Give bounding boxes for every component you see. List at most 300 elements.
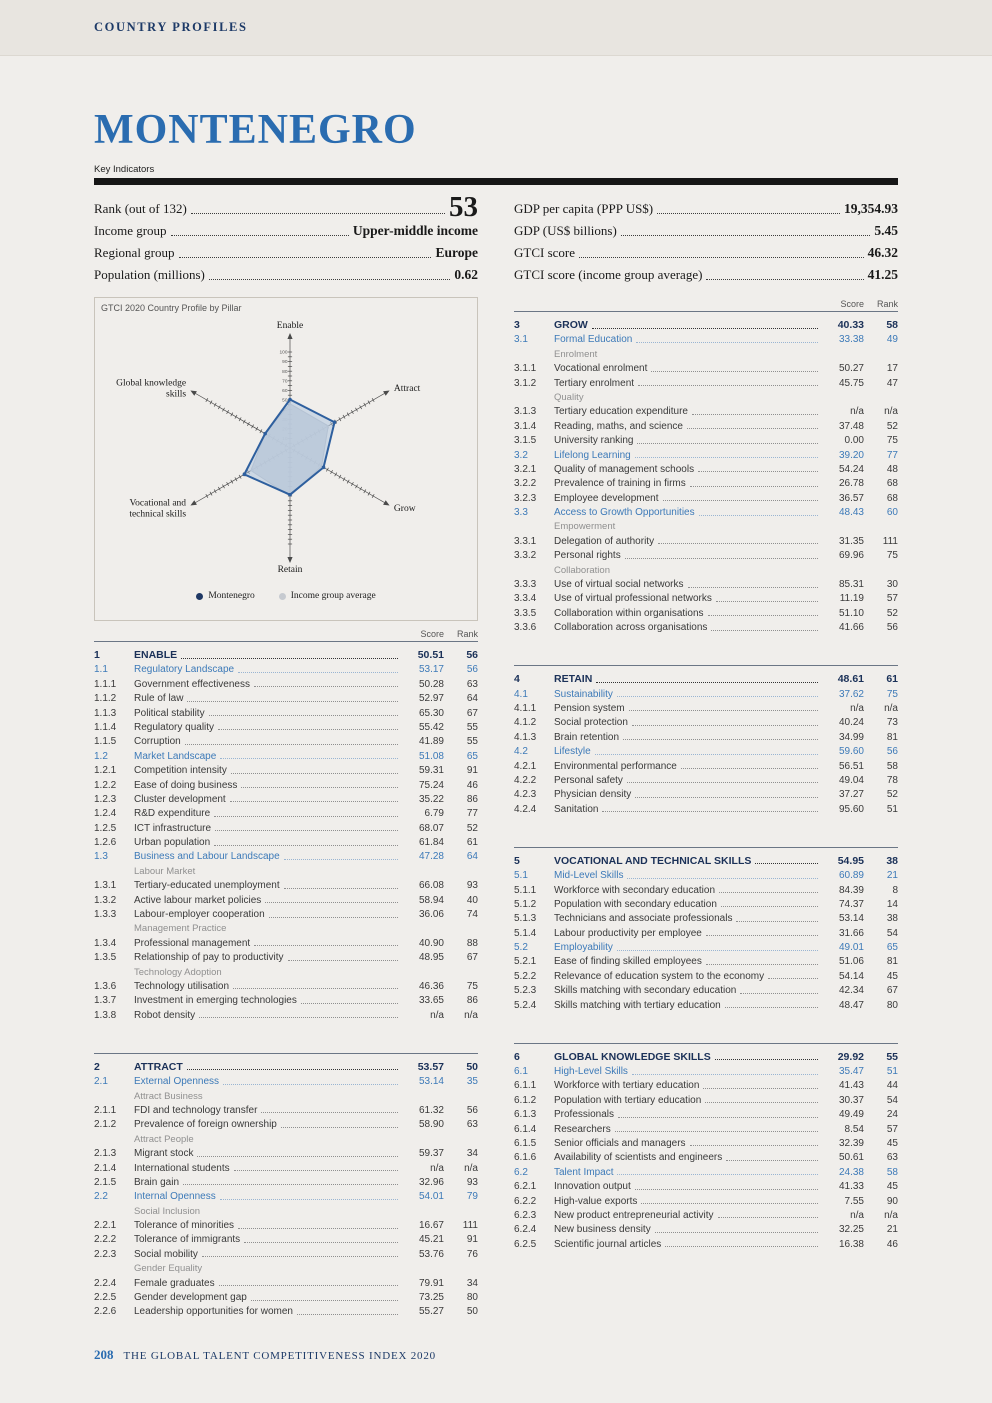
key-indicator-label: GTCI score: [514, 245, 576, 260]
dot-leader: [636, 342, 818, 343]
row-score: 55.27: [418, 1306, 444, 1318]
row-number: 1.3: [94, 851, 108, 863]
row-label: Technology utilisation: [134, 980, 230, 992]
row-number: 5.1: [514, 870, 528, 882]
pillar-score: 54.95: [837, 854, 864, 867]
row-rank: 65: [886, 942, 898, 954]
dot-leader: [214, 845, 398, 846]
row-number: 5.2: [514, 942, 528, 954]
row-rank: 52: [886, 607, 898, 619]
row-number: 1.2.6: [94, 837, 117, 849]
row-number: 3.1: [514, 334, 528, 346]
indicator-row: [94, 992, 478, 1006]
pillar-number: 3: [514, 319, 520, 331]
row-score: 50.61: [838, 1152, 864, 1164]
row-label: Gender development gap: [134, 1292, 247, 1304]
row-label: Population with secondary education: [554, 898, 717, 910]
key-indicator-row: [94, 239, 478, 261]
row-score: 33.65: [418, 995, 444, 1007]
row-score: 33.38: [838, 334, 864, 346]
row-rank: 56: [886, 622, 898, 634]
key-indicator-row: [514, 217, 898, 239]
row-label: Regulatory quality: [134, 721, 215, 733]
row-label: External Openness: [134, 1076, 220, 1088]
indicator-row: [94, 906, 478, 920]
row-label: Sustainability: [554, 688, 613, 700]
indicator-row: [94, 776, 478, 790]
row-number: 1.2.5: [94, 822, 117, 834]
dot-leader: [596, 682, 818, 683]
row-score: 48.95: [418, 952, 444, 964]
row-rank: 79: [466, 1191, 478, 1203]
page-title: MONTENEGRO: [94, 107, 417, 153]
row-score: 7.55: [844, 1195, 864, 1207]
row-score: 47.28: [418, 851, 444, 863]
row-label: Researchers: [554, 1123, 611, 1135]
row-label: Business and Labour Landscape: [134, 851, 280, 863]
row-rank: 73: [886, 717, 898, 729]
row-score: 54.24: [838, 463, 864, 475]
row-label: Prevalence of foreign ownership: [134, 1119, 277, 1131]
row-number: 5.1.4: [514, 927, 537, 939]
key-indicator-value: 19,354.93: [844, 201, 898, 216]
pillar-section-5: [514, 847, 898, 1011]
dot-leader: [579, 257, 864, 258]
row-label: Personal safety: [554, 774, 623, 786]
dot-leader: [655, 1232, 818, 1233]
indicator-row: [94, 1217, 478, 1231]
indicator-row: [514, 1120, 898, 1134]
row-label: Brain gain: [134, 1176, 180, 1188]
category-row: [94, 1087, 478, 1101]
row-rank: 91: [466, 765, 478, 777]
row-rank: 81: [886, 956, 898, 968]
row-label: High-Level Skills: [554, 1066, 628, 1078]
row-label: Employability: [554, 942, 613, 954]
row-number: 1.1: [94, 664, 108, 676]
row-score: 66.08: [418, 880, 444, 892]
row-score: 32.25: [838, 1224, 864, 1236]
footer-title: THE GLOBAL TALENT COMPETITIVENESS INDEX 2020: [123, 1350, 436, 1362]
column-header-left: [94, 627, 478, 641]
row-score: 54.01: [418, 1191, 444, 1203]
category-label: Social Inclusion: [134, 1205, 201, 1217]
row-number: 2.2.1: [94, 1220, 117, 1232]
dot-leader: [617, 1174, 818, 1175]
row-label: Ease of finding skilled employees: [554, 956, 702, 968]
pillar-header: [514, 668, 898, 685]
row-number: 4.1.1: [514, 702, 537, 714]
pillar-score: 53.57: [417, 1060, 444, 1073]
row-number: 5.1.3: [514, 913, 537, 925]
row-rank: 34: [466, 1277, 478, 1289]
row-score: 11.19: [839, 593, 864, 605]
dot-leader: [768, 978, 818, 979]
row-score: 48.43: [838, 507, 864, 519]
row-number: 6.2.1: [514, 1181, 537, 1193]
row-rank: 58: [886, 760, 898, 772]
indicator-row: [514, 619, 898, 633]
row-rank: 55: [466, 721, 478, 733]
pillar-section-1: [94, 641, 478, 1021]
row-number: 6.1.1: [514, 1080, 537, 1092]
row-number: 1.2.1: [94, 765, 117, 777]
dot-leader: [202, 1256, 398, 1257]
row-score: 41.89: [418, 736, 444, 748]
row-rank: 67: [886, 985, 898, 997]
category-row: [94, 862, 478, 876]
section-eyebrow: COUNTRY PROFILES: [94, 20, 248, 34]
row-label: Tertiary-educated unemployment: [134, 880, 280, 892]
row-score: 68.07: [418, 822, 444, 834]
rank-column-header: Rank: [876, 299, 898, 309]
row-score: 41.33: [838, 1181, 864, 1193]
row-rank: 67: [466, 707, 478, 719]
pillar-header: [94, 1056, 478, 1073]
indicator-row: [514, 1207, 898, 1221]
key-indicator-row: [94, 217, 478, 239]
row-number: 3.1.1: [514, 363, 537, 375]
dot-leader: [254, 945, 398, 946]
row-label: Labour-employer cooperation: [134, 909, 265, 921]
category-label: Technology Adoption: [134, 966, 222, 978]
pillar-number: 6: [514, 1050, 520, 1063]
row-score: 8.54: [844, 1123, 864, 1135]
pillar-score: 48.61: [837, 673, 864, 686]
row-score: 40.90: [418, 937, 444, 949]
indicator-row: [94, 949, 478, 963]
row-label: Formal Education: [554, 334, 633, 346]
indicator-row: [94, 719, 478, 733]
row-label: Personal rights: [554, 550, 621, 562]
row-score: 69.96: [838, 550, 864, 562]
legend-label: Income group average: [290, 591, 376, 601]
key-indicator-label: Regional group: [94, 245, 175, 260]
subpillar-row: [514, 743, 898, 757]
row-score: 16.67: [418, 1220, 444, 1232]
indicator-row: [514, 800, 898, 814]
row-number: 2.1.1: [94, 1104, 117, 1116]
category-label: Quality: [554, 391, 584, 403]
row-number: 6.1: [514, 1066, 528, 1078]
row-number: 3.3: [514, 507, 528, 519]
row-number: 3.1.5: [514, 435, 537, 447]
row-number: 3.1.2: [514, 377, 537, 389]
dot-leader: [621, 235, 871, 236]
row-score: 37.27: [838, 789, 864, 801]
row-score: 32.96: [418, 1176, 444, 1188]
pillar-name: ATTRACT: [134, 1060, 183, 1073]
svg-text:Retain: Retain: [277, 565, 303, 575]
pillar-name: RETAIN: [554, 673, 593, 686]
row-rank: 77: [886, 449, 898, 461]
pillar-header: [514, 850, 898, 867]
dot-leader: [638, 385, 818, 386]
row-number: 1.2: [94, 750, 108, 762]
key-indicators-right: [514, 195, 898, 283]
pillar-rank: 38: [886, 854, 898, 867]
row-label: Tolerance of immigrants: [134, 1234, 241, 1246]
subpillar-row: [514, 867, 898, 881]
legend-item: [279, 591, 376, 601]
row-rank: 81: [886, 731, 898, 743]
subpillar-row: [514, 446, 898, 460]
row-score: 30.37: [838, 1094, 864, 1106]
dot-leader: [241, 787, 398, 788]
row-label: Corruption: [134, 736, 181, 748]
row-number: 6.2.5: [514, 1238, 537, 1250]
score-column-header: Score: [840, 299, 864, 309]
subpillar-row: [94, 1188, 478, 1202]
row-score: 45.21: [418, 1234, 444, 1246]
key-indicator-value: 41.25: [867, 267, 898, 282]
row-label: Active labour market policies: [134, 894, 262, 906]
pillar-section-2: [94, 1053, 478, 1318]
indicator-row: [514, 728, 898, 742]
row-rank: 75: [886, 550, 898, 562]
row-score: 53.76: [418, 1248, 444, 1260]
row-label: Relevance of education system to the economy: [554, 970, 765, 982]
row-rank: 50: [466, 1306, 478, 1318]
indicator-row: [514, 374, 898, 388]
row-label: Market Landscape: [134, 750, 217, 762]
row-rank: 52: [466, 822, 478, 834]
row-number: 2.1: [94, 1076, 108, 1088]
row-label: Environmental performance: [554, 760, 677, 772]
row-rank: 77: [466, 808, 478, 820]
subpillar-row: [94, 848, 478, 862]
legend-item: [196, 591, 254, 601]
row-rank: 52: [886, 420, 898, 432]
row-score: 53.17: [418, 664, 444, 676]
category-row: [94, 1202, 478, 1216]
pillar-section-6: [514, 1043, 898, 1250]
rank-column-header: Rank: [456, 629, 478, 639]
indicator-row: [94, 762, 478, 776]
dot-leader: [641, 1203, 818, 1204]
row-score: 31.35: [838, 535, 864, 547]
column-header-right: [514, 297, 898, 311]
row-score: 51.06: [838, 956, 864, 968]
indicator-row: [514, 475, 898, 489]
dot-leader: [629, 710, 818, 711]
indicator-row: [514, 461, 898, 475]
category-row: [514, 345, 898, 359]
indicator-row: [514, 1149, 898, 1163]
row-rank: 21: [886, 870, 898, 882]
indicator-row: [94, 1174, 478, 1188]
row-number: 5.2.4: [514, 999, 537, 1011]
row-label: New product entrepreneurial activity: [554, 1209, 714, 1221]
pillar-section-3: [514, 311, 898, 633]
dot-leader: [297, 1314, 398, 1315]
dot-leader: [632, 1074, 818, 1075]
row-score: 84.39: [838, 884, 864, 896]
svg-text:100: 100: [279, 350, 288, 356]
row-number: 6.2.3: [514, 1209, 537, 1221]
row-rank: 21: [886, 1224, 898, 1236]
row-number: 3.3.4: [514, 593, 537, 605]
row-number: 3.1.3: [514, 406, 537, 418]
row-rank: 91: [466, 1234, 478, 1246]
dot-leader: [220, 1199, 398, 1200]
dot-leader: [632, 725, 818, 726]
row-number: 3.1.4: [514, 420, 537, 432]
indicator-row: [94, 1274, 478, 1288]
page-number: 208: [94, 1347, 114, 1362]
row-label: Tertiary enrolment: [554, 377, 635, 389]
pillar-number: 1: [94, 649, 100, 661]
row-rank: 45: [886, 970, 898, 982]
dot-leader: [187, 1069, 398, 1070]
indicator-row: [94, 1116, 478, 1130]
svg-text:60: 60: [282, 389, 288, 394]
row-number: 2.2.3: [94, 1248, 117, 1260]
radar-polygon-montenegro: [244, 400, 334, 495]
row-score: 34.99: [838, 731, 864, 743]
pillar-header: [94, 644, 478, 661]
row-label: ICT infrastructure: [134, 822, 212, 834]
row-number: 3.3.3: [514, 579, 537, 591]
indicator-row: [514, 1106, 898, 1120]
row-label: Use of virtual professional networks: [554, 593, 712, 605]
row-rank: 44: [886, 1080, 898, 1092]
row-score: 41.66: [838, 622, 864, 634]
row-number: 2.2: [94, 1191, 108, 1203]
row-number: 6.1.5: [514, 1137, 537, 1149]
row-rank: n/a: [464, 1162, 478, 1174]
top-band: [0, 0, 992, 56]
row-rank: 63: [886, 1152, 898, 1164]
row-label: Skills matching with tertiary education: [554, 999, 721, 1011]
row-rank: 76: [466, 1248, 478, 1260]
row-number: 4.1.3: [514, 731, 537, 743]
row-rank: 93: [466, 880, 478, 892]
row-rank: 74: [466, 909, 478, 921]
row-label: Political stability: [134, 707, 205, 719]
category-row: [514, 561, 898, 575]
indicator-row: [514, 360, 898, 374]
pillar-name: GLOBAL KNOWLEDGE SKILLS: [554, 1050, 711, 1063]
key-indicator-value: Europe: [435, 245, 478, 260]
indicator-row: [514, 896, 898, 910]
indicator-row: [514, 1077, 898, 1091]
row-label: Quality of management schools: [554, 463, 695, 475]
row-label: R&D expenditure: [134, 808, 211, 820]
dot-leader: [181, 658, 398, 659]
key-indicator-value: 53: [449, 191, 478, 223]
row-label: Scientific journal articles: [554, 1238, 662, 1250]
row-number: 1.2.4: [94, 808, 117, 820]
indicator-row: [94, 1145, 478, 1159]
category-row: [94, 920, 478, 934]
pillar-number: 5: [514, 854, 520, 867]
row-label: Internal Openness: [134, 1191, 216, 1203]
row-label: Rule of law: [134, 693, 184, 705]
row-rank: 35: [466, 1076, 478, 1088]
indicator-row: [514, 924, 898, 938]
row-score: 24.38: [838, 1166, 864, 1178]
key-indicator-label: Population (millions): [94, 267, 205, 282]
dot-leader: [231, 773, 398, 774]
row-score: 85.31: [838, 579, 864, 591]
svg-text:Attract: Attract: [393, 384, 421, 394]
dot-leader: [171, 235, 349, 236]
row-label: Government effectiveness: [134, 678, 250, 690]
key-indicator-value: Upper-middle income: [352, 223, 478, 238]
category-label: Attract Business: [134, 1090, 203, 1102]
indicator-row: [94, 791, 478, 805]
row-rank: 88: [466, 937, 478, 949]
row-number: 1.3.1: [94, 880, 117, 892]
svg-text:Grow: Grow: [393, 504, 416, 514]
row-rank: 75: [886, 435, 898, 447]
category-label: Enrolment: [554, 348, 598, 360]
pillar-rank: 55: [886, 1050, 898, 1063]
dot-leader: [618, 1117, 818, 1118]
row-score: n/a: [850, 406, 864, 418]
row-rank: 54: [886, 927, 898, 939]
indicator-row: [94, 834, 478, 848]
row-label: Social mobility: [134, 1248, 198, 1260]
indicator-row: [514, 432, 898, 446]
dot-leader: [681, 768, 818, 769]
row-rank: 63: [466, 678, 478, 690]
row-label: Access to Growth Opportunities: [554, 507, 695, 519]
dot-leader: [705, 1102, 818, 1103]
dot-leader: [635, 1189, 818, 1190]
row-label: Leadership opportunities for women: [134, 1306, 293, 1318]
row-number: 3.2.1: [514, 463, 537, 475]
row-rank: 56: [466, 1104, 478, 1116]
row-score: 95.60: [838, 803, 864, 815]
row-score: 60.89: [838, 870, 864, 882]
row-rank: 24: [886, 1109, 898, 1121]
category-row: [514, 518, 898, 532]
row-score: n/a: [430, 1009, 444, 1021]
row-number: 2.2.2: [94, 1234, 117, 1246]
row-rank: 47: [886, 377, 898, 389]
svg-text:50: 50: [282, 398, 288, 404]
dot-leader: [637, 443, 818, 444]
row-label: Professional management: [134, 937, 251, 949]
row-rank: 68: [886, 492, 898, 504]
row-label: Professionals: [554, 1109, 615, 1121]
dot-leader: [755, 863, 818, 864]
dot-leader: [214, 816, 398, 817]
dot-leader: [692, 414, 818, 415]
row-rank: 111: [462, 1220, 478, 1232]
row-score: 61.32: [418, 1104, 444, 1116]
dot-leader: [651, 371, 818, 372]
dot-leader: [665, 1246, 818, 1247]
row-score: 59.60: [838, 746, 864, 758]
row-score: 58.90: [418, 1119, 444, 1131]
dot-leader: [711, 630, 818, 631]
row-label: Competition intensity: [134, 765, 227, 777]
row-label: Talent Impact: [554, 1166, 614, 1178]
category-row: [94, 963, 478, 977]
dot-leader: [218, 729, 398, 730]
dot-leader: [635, 797, 818, 798]
dot-leader: [595, 754, 818, 755]
row-number: 6.1.6: [514, 1152, 537, 1164]
indicator-row: [94, 891, 478, 905]
indicator-row: [514, 953, 898, 967]
indicator-row: [514, 881, 898, 895]
indicator-row: [514, 1135, 898, 1149]
dot-leader: [726, 1160, 818, 1161]
